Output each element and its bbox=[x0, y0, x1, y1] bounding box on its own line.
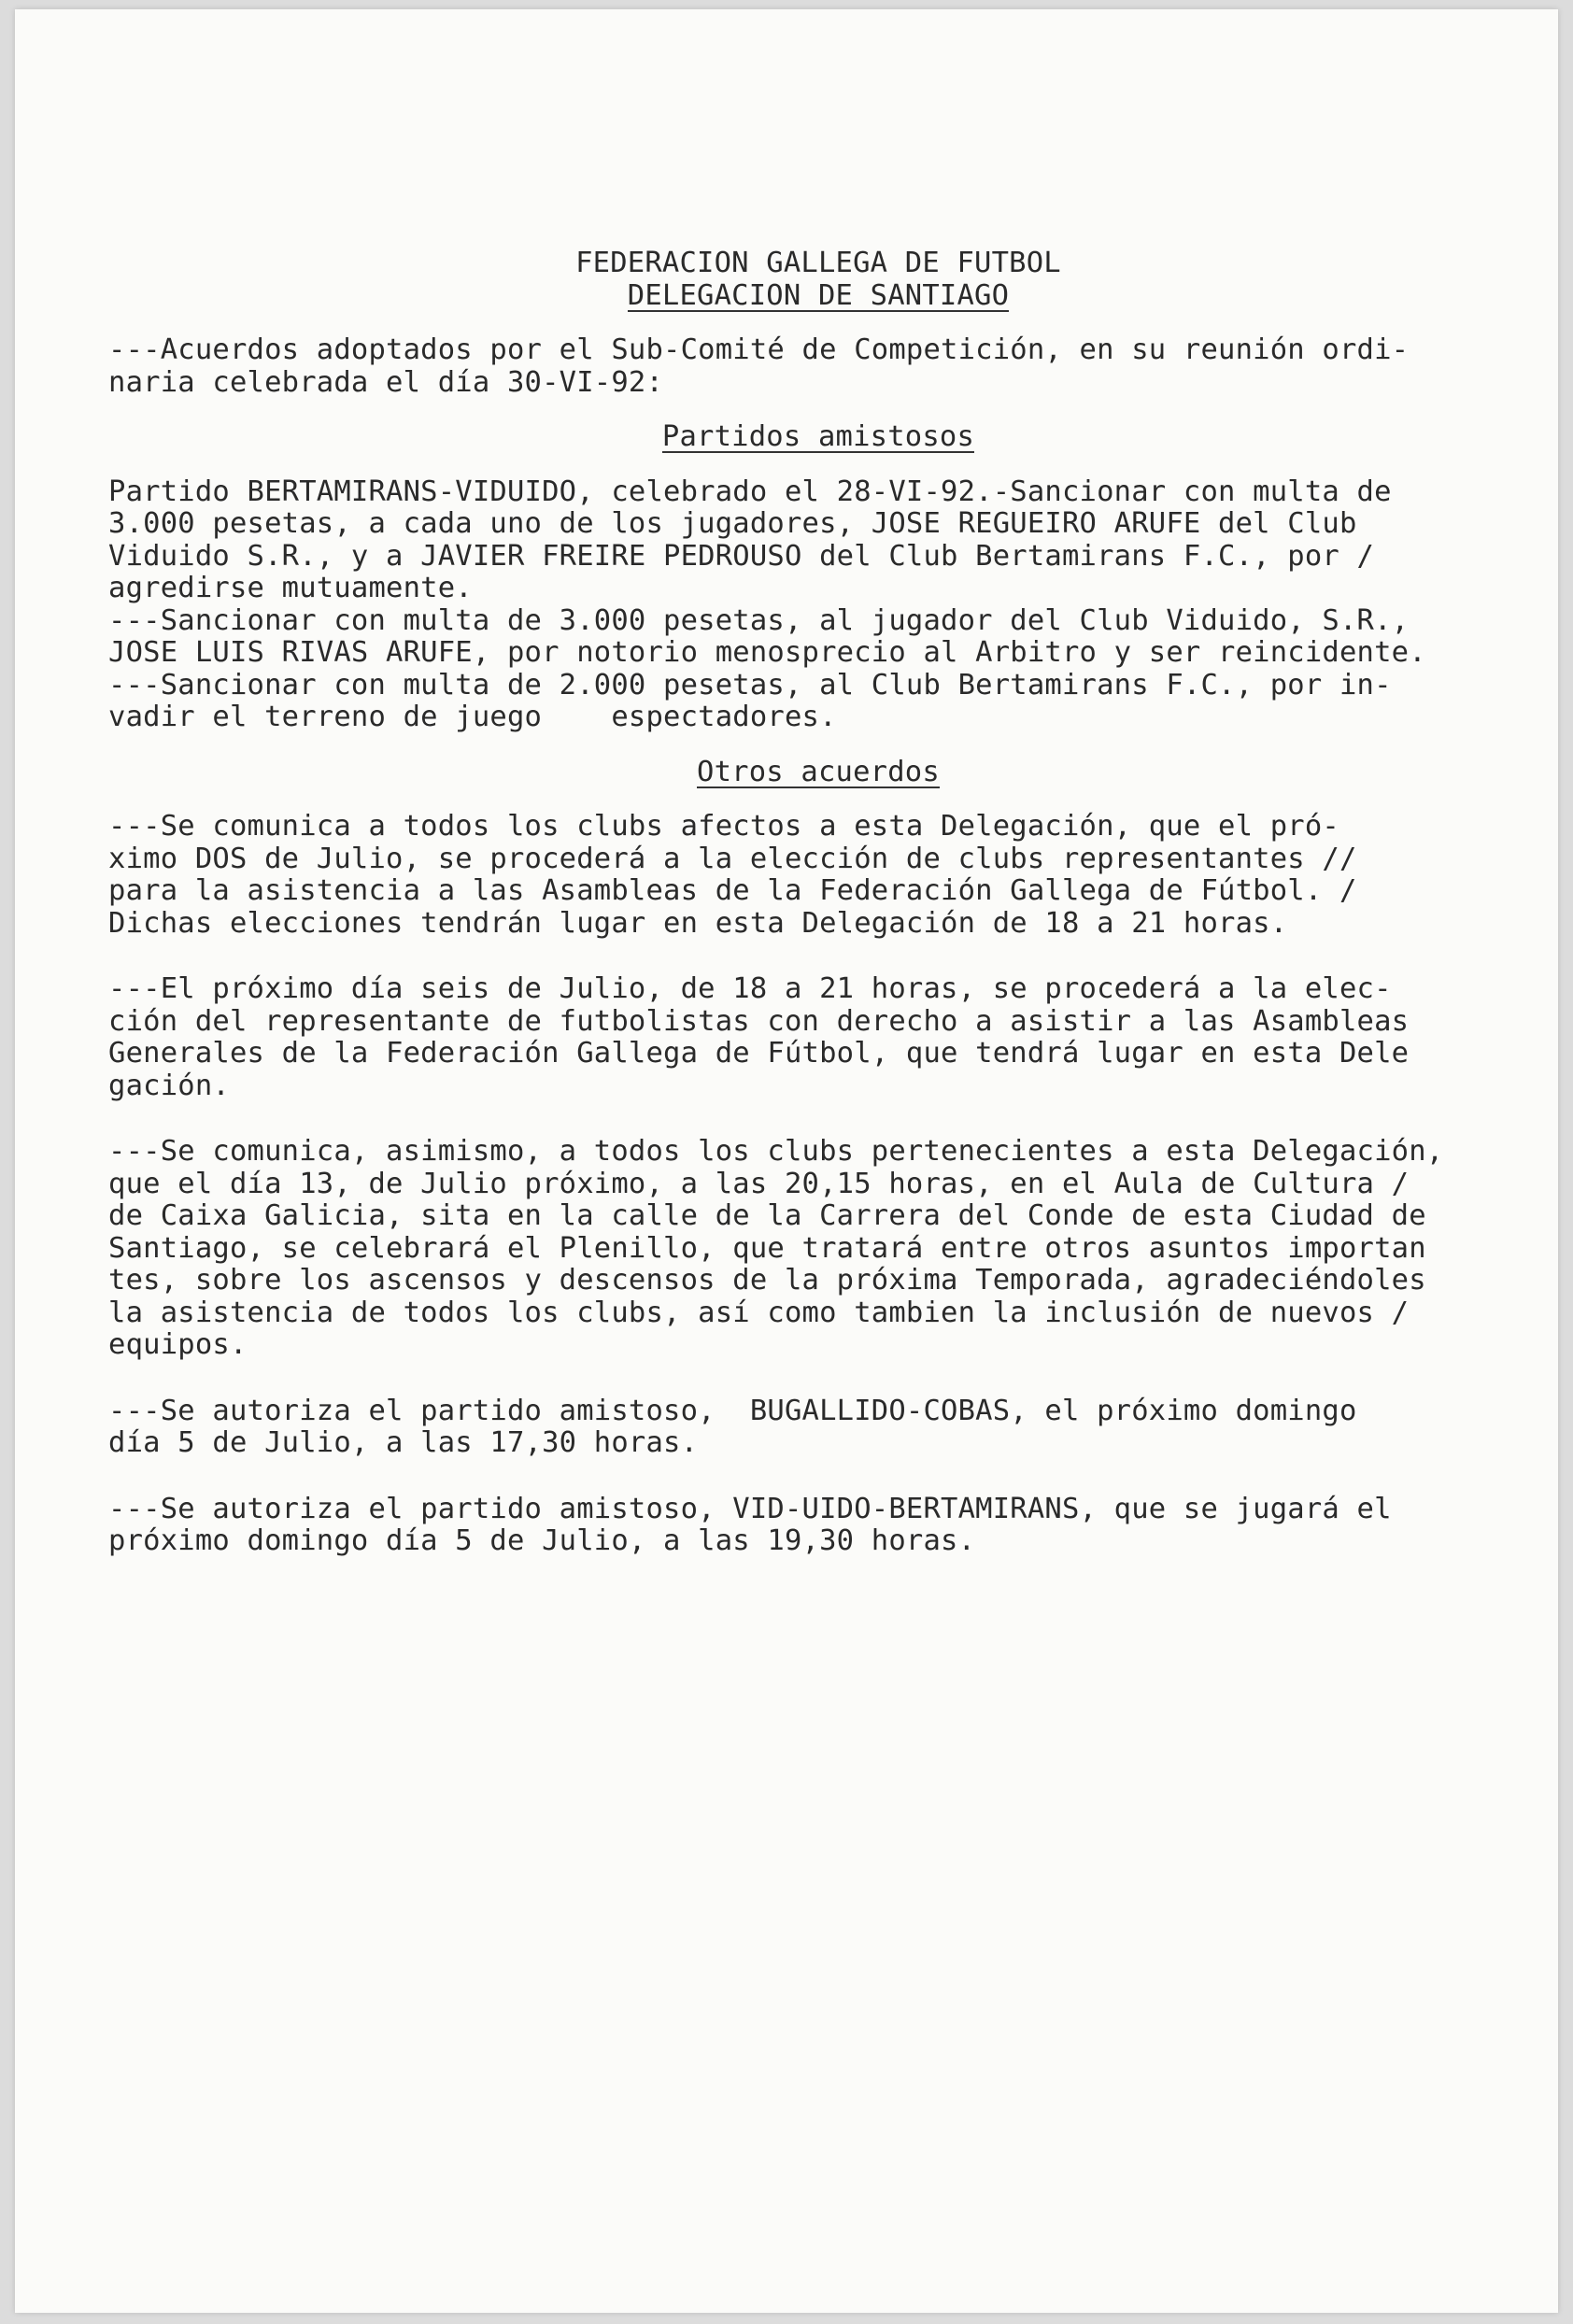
para2-line: gación. bbox=[108, 1069, 230, 1102]
section1-line: 3.000 pesetas, a cada uno de los jugadores, JOSE REGUEIRO ARUFE del Club bbox=[108, 507, 1357, 540]
header-federation: FEDERACION GALLEGA DE FUTBOL bbox=[575, 247, 1061, 279]
section-title-otros-text: Otros acuerdos bbox=[697, 755, 940, 788]
para3-line: ---Se comunica, asimismo, a todos los clubs pertenecientes a esta Delegación, bbox=[108, 1135, 1444, 1168]
para4-line: día 5 de Julio, a las 17,30 horas. bbox=[108, 1426, 699, 1459]
para1-line: ximo DOS de Julio, se procederá a la elección de clubs representantes // bbox=[108, 842, 1357, 875]
para5-line: próximo domingo día 5 de Julio, a las 19,30 horas. bbox=[108, 1524, 976, 1557]
para3-line: Santiago, se celebrará el Plenillo, que tratará entre otros asuntos importan bbox=[108, 1231, 1426, 1265]
section-title-otros bbox=[108, 757, 1528, 789]
header-delegation-text: DELEGACION DE SANTIAGO bbox=[627, 278, 1010, 312]
section1-line: JOSE LUIS RIVAS ARUFE, por notorio menosprecio al Arbitro y ser reincidente. bbox=[108, 636, 1426, 669]
section1-line: Viduido S.R., y a JAVIER FREIRE PEDROUSO del Club Bertamirans F.C., por / bbox=[108, 539, 1375, 573]
section1-line: Partido BERTAMIRANS-VIDUIDO, celebrado el 28-VI-92.-Sancionar con multa de bbox=[108, 475, 1392, 508]
para1-line: Dichas elecciones tendrán lugar en esta Delegación de 18 a 21 horas. bbox=[108, 906, 1288, 940]
section1-line: agredirse mutuamente. bbox=[108, 572, 473, 604]
section-title-partidos-text: Partidos amistosos bbox=[661, 420, 975, 453]
document-page bbox=[15, 9, 1558, 2313]
para3-line: la asistencia de todos los clubs, así como tambien la inclusión de nuevos / bbox=[108, 1296, 1410, 1329]
para1-line: para la asistencia a las Asambleas de la Federación Gallega de Fútbol. / bbox=[108, 874, 1357, 907]
intro-line: ---Acuerdos adoptados por el Sub-Comité de Competición, en su reunión ordi- bbox=[108, 333, 1410, 366]
para2-line: ---El próximo día seis de Julio, de 18 a 21 horas, se procederá a la elec- bbox=[108, 972, 1392, 1005]
para2-line: ción del representante de futbolistas con derecho a asistir a las Asambleas bbox=[108, 1004, 1410, 1038]
section-title-partidos bbox=[108, 421, 1528, 454]
para5-line: ---Se autoriza el partido amistoso, VID-UIDO-BERTAMIRANS, que se jugará el bbox=[108, 1492, 1392, 1525]
document-body bbox=[108, 248, 1566, 1558]
para4-line: ---Se autoriza el partido amistoso, BUGALLIDO-COBAS, el próximo domingo bbox=[108, 1394, 1357, 1427]
section1-line: ---Sancionar con multa de 3.000 pesetas, al jugador del Club Viduido, S.R., bbox=[108, 603, 1410, 637]
para3-line: de Caixa Galicia, sita en la calle de la Carrera del Conde de esta Ciudad de bbox=[108, 1199, 1426, 1232]
para3-line: equipos. bbox=[108, 1328, 248, 1361]
para3-line: que el día 13, de Julio próximo, a las 20,15 horas, en el Aula de Cultura / bbox=[108, 1167, 1410, 1200]
header-delegation bbox=[108, 280, 1528, 313]
intro-line: naria celebrada el día 30-VI-92: bbox=[108, 365, 664, 399]
para2-line: Generales de la Federación Gallega de Fútbol, que tendrá lugar en esta Dele bbox=[108, 1037, 1410, 1070]
para3-line: tes, sobre los ascensos y descensos de la próxima Temporada, agradeciéndoles bbox=[108, 1264, 1426, 1297]
section1-line: ---Sancionar con multa de 2.000 pesetas, al Club Bertamirans F.C., por in- bbox=[108, 668, 1392, 701]
para1-line: ---Se comunica a todos los clubs afectos a esta Delegación, que el pró- bbox=[108, 810, 1339, 843]
section1-line: vadir el terreno de juego espectadores. bbox=[108, 701, 837, 733]
